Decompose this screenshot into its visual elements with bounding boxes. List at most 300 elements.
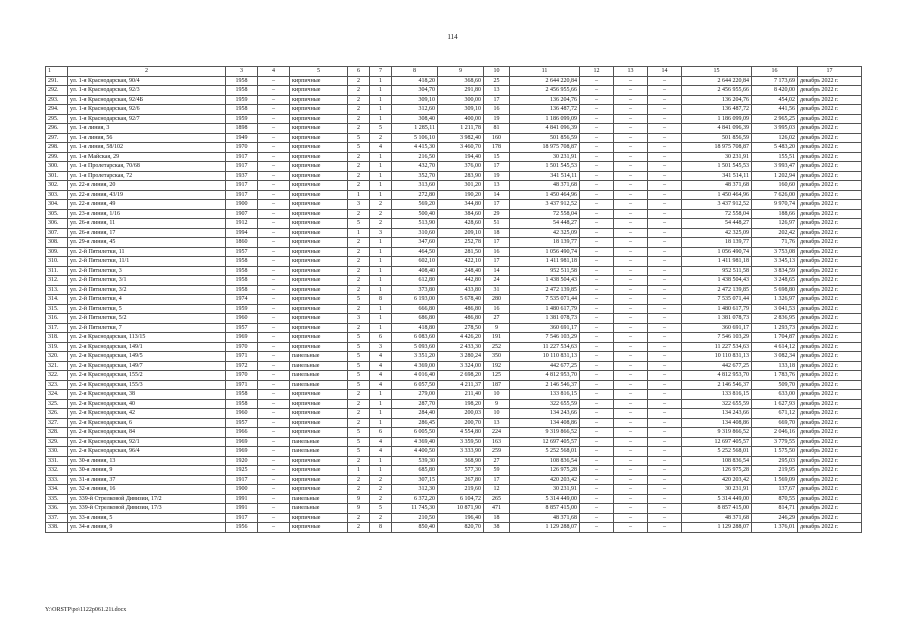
table-cell: 2 433,30 bbox=[438, 342, 484, 352]
table-cell: ул. 2-й Пятилетки, 3/2 bbox=[68, 285, 226, 295]
table-cell: – bbox=[648, 371, 682, 381]
table-cell: 360 691,17 bbox=[510, 323, 580, 333]
table-cell: 18 975 708,87 bbox=[682, 143, 752, 153]
table-cell: 3 982,40 bbox=[438, 133, 484, 143]
page-number: 114 bbox=[447, 33, 458, 41]
table-cell: 433,80 bbox=[438, 285, 484, 295]
table-row bbox=[46, 76, 862, 86]
table-cell: 500,40 bbox=[392, 209, 438, 219]
table-cell: – bbox=[580, 304, 614, 314]
table-cell: 2 bbox=[348, 475, 370, 485]
table-cell: – bbox=[614, 361, 648, 371]
table-cell: – bbox=[614, 428, 648, 438]
table-cell: – bbox=[614, 285, 648, 295]
table-cell: панельные bbox=[290, 361, 348, 371]
table-cell: 1971 bbox=[226, 380, 258, 390]
table-cell: 5 483,20 bbox=[752, 143, 798, 153]
table-cell: 3 bbox=[370, 342, 392, 352]
table-cell: – bbox=[258, 228, 290, 238]
table-cell: 48 371,68 bbox=[510, 513, 580, 523]
table-row bbox=[46, 276, 862, 286]
table-cell: 298. bbox=[46, 143, 68, 153]
table-cell: 1949 bbox=[226, 133, 258, 143]
table-cell: 332. bbox=[46, 466, 68, 476]
table-cell: 7 546 103,29 bbox=[510, 333, 580, 343]
table-row bbox=[46, 304, 862, 314]
table-cell: – bbox=[648, 447, 682, 457]
table-cell: панельные bbox=[290, 494, 348, 504]
table-cell: 1 bbox=[370, 257, 392, 267]
table-cell: 442 677,25 bbox=[510, 361, 580, 371]
table-cell: 308,40 bbox=[392, 114, 438, 124]
table-cell: – bbox=[580, 418, 614, 428]
table-cell: 296. bbox=[46, 124, 68, 134]
table-cell: 30 231,91 bbox=[682, 152, 752, 162]
table-cell: ул. 1-я Краснодарская, 92/4Б bbox=[68, 95, 226, 105]
table-cell: 317. bbox=[46, 323, 68, 333]
footer-file-path: Y:\ORSTP\po\1122p061.21i.docx bbox=[45, 607, 127, 613]
table-cell: – bbox=[580, 143, 614, 153]
table-cell: ул. 1-я Майская, 29 bbox=[68, 152, 226, 162]
table-cell: ул. 2-я Краснодарская, 38 bbox=[68, 390, 226, 400]
table-cell: 246,29 bbox=[752, 513, 798, 523]
table-cell: 1920 bbox=[226, 456, 258, 466]
table-cell: 308. bbox=[46, 238, 68, 248]
table-cell: 486,80 bbox=[438, 304, 484, 314]
table-cell: 1 bbox=[348, 466, 370, 476]
table-cell: 952 511,58 bbox=[682, 266, 752, 276]
table-cell: 3 437 912,52 bbox=[510, 200, 580, 210]
table-cell: – bbox=[580, 257, 614, 267]
table-cell: 1917 bbox=[226, 513, 258, 523]
table-cell: 1994 bbox=[226, 228, 258, 238]
table-cell: 9 319 866,52 bbox=[682, 428, 752, 438]
table-cell: 2 bbox=[370, 494, 392, 504]
register-table bbox=[45, 66, 862, 533]
table-cell: – bbox=[614, 219, 648, 229]
table-cell: – bbox=[614, 333, 648, 343]
table-cell: 1 129 288,07 bbox=[510, 523, 580, 533]
table-cell: декабрь 2022 г. bbox=[798, 162, 862, 172]
table-cell: 5 678,40 bbox=[438, 295, 484, 305]
table-cell: кирпичные bbox=[290, 133, 348, 143]
table-cell: 2 bbox=[348, 485, 370, 495]
table-cell: кирпичные bbox=[290, 76, 348, 86]
table-cell: – bbox=[258, 200, 290, 210]
table-cell: – bbox=[258, 361, 290, 371]
table-cell: 59 bbox=[484, 466, 510, 476]
table-cell: 1957 bbox=[226, 323, 258, 333]
table-cell: 9 bbox=[348, 494, 370, 504]
table-cell: – bbox=[614, 190, 648, 200]
table-cell: 310,60 bbox=[392, 228, 438, 238]
table-cell: 13 bbox=[484, 418, 510, 428]
table-cell: кирпичные bbox=[290, 285, 348, 295]
table-cell: ул. 1-я линия, 56 bbox=[68, 133, 226, 143]
table-cell: декабрь 2022 г. bbox=[798, 133, 862, 143]
table-cell: 1 411 981,18 bbox=[510, 257, 580, 267]
table-row bbox=[46, 314, 862, 324]
table-cell: – bbox=[614, 418, 648, 428]
table-cell: – bbox=[614, 181, 648, 191]
table-cell: 327. bbox=[46, 418, 68, 428]
table-cell: 1 bbox=[370, 95, 392, 105]
table-cell: 2 472 139,85 bbox=[510, 285, 580, 295]
table-cell: 952 511,58 bbox=[510, 266, 580, 276]
table-cell: кирпичные bbox=[290, 475, 348, 485]
table-cell: 4 400,50 bbox=[392, 447, 438, 457]
table-cell: 272,80 bbox=[392, 190, 438, 200]
table-cell: 1 569,09 bbox=[752, 475, 798, 485]
table-cell: кирпичные bbox=[290, 190, 348, 200]
table-cell: – bbox=[614, 399, 648, 409]
table-cell: 6 372,20 bbox=[392, 494, 438, 504]
table-cell: декабрь 2022 г. bbox=[798, 380, 862, 390]
table-cell: кирпичные bbox=[290, 219, 348, 229]
table-cell: – bbox=[580, 219, 614, 229]
table-row bbox=[46, 475, 862, 485]
table-cell: – bbox=[648, 86, 682, 96]
table-cell: 4 bbox=[370, 437, 392, 447]
table-cell: 17 bbox=[484, 475, 510, 485]
table-cell: 310. bbox=[46, 257, 68, 267]
table-cell: – bbox=[648, 485, 682, 495]
table-cell: 442,80 bbox=[438, 276, 484, 286]
table-cell: панельные bbox=[290, 437, 348, 447]
table-cell: – bbox=[258, 371, 290, 381]
table-cell: 509,70 bbox=[752, 380, 798, 390]
table-cell: 209,10 bbox=[438, 228, 484, 238]
table-cell: панельные bbox=[290, 380, 348, 390]
table-cell: 1 381 078,73 bbox=[510, 314, 580, 324]
table-cell: – bbox=[614, 456, 648, 466]
table-cell: ул. 2-я Краснодарская, 113/15 bbox=[68, 333, 226, 343]
column-header: 13 bbox=[614, 67, 648, 77]
table-cell: 1970 bbox=[226, 143, 258, 153]
column-header: 15 bbox=[682, 67, 752, 77]
table-row bbox=[46, 105, 862, 115]
table-cell: 2 046,16 bbox=[752, 428, 798, 438]
table-cell: – bbox=[580, 447, 614, 457]
table-cell: 319. bbox=[46, 342, 68, 352]
table-cell: – bbox=[258, 466, 290, 476]
table-cell: – bbox=[258, 390, 290, 400]
table-cell: 1 285,11 bbox=[392, 124, 438, 134]
table-cell: кирпичные bbox=[290, 466, 348, 476]
table-cell: 4 016,40 bbox=[392, 371, 438, 381]
table-cell: – bbox=[614, 409, 648, 419]
table-cell: ул. 26-я линия, 11 bbox=[68, 219, 226, 229]
table-cell: 1970 bbox=[226, 371, 258, 381]
table-cell: 292. bbox=[46, 86, 68, 96]
table-cell: 16 bbox=[484, 304, 510, 314]
table-cell: 870,55 bbox=[752, 494, 798, 504]
table-cell: 313. bbox=[46, 285, 68, 295]
table-row bbox=[46, 266, 862, 276]
table-cell: 814,71 bbox=[752, 504, 798, 514]
table-cell: – bbox=[580, 209, 614, 219]
table-cell: 8 bbox=[370, 295, 392, 305]
table-cell: 17 bbox=[484, 162, 510, 172]
table-cell: 286,45 bbox=[392, 418, 438, 428]
table-cell: 300. bbox=[46, 162, 68, 172]
table-cell: декабрь 2022 г. bbox=[798, 361, 862, 371]
table-cell: ул. 2-й Пятилетки, 3 bbox=[68, 266, 226, 276]
table-cell: 11 227 534,63 bbox=[510, 342, 580, 352]
table-cell: 211,40 bbox=[438, 390, 484, 400]
table-cell: 136 487,72 bbox=[682, 105, 752, 115]
table-cell: – bbox=[648, 418, 682, 428]
table-cell: 155,51 bbox=[752, 152, 798, 162]
table-cell: 420 203,42 bbox=[682, 475, 752, 485]
table-cell: – bbox=[258, 143, 290, 153]
table-cell: 12 697 405,57 bbox=[510, 437, 580, 447]
table-cell: кирпичные bbox=[290, 114, 348, 124]
table-cell: – bbox=[258, 295, 290, 305]
table-cell: – bbox=[648, 95, 682, 105]
table-cell: декабрь 2022 г. bbox=[798, 437, 862, 447]
table-row bbox=[46, 95, 862, 105]
table-cell: 331. bbox=[46, 456, 68, 466]
table-cell: 17 bbox=[484, 95, 510, 105]
table-cell: 1 056 490,74 bbox=[510, 247, 580, 257]
table-cell: 338. bbox=[46, 523, 68, 533]
table-cell: – bbox=[580, 181, 614, 191]
table-cell: панельные bbox=[290, 371, 348, 381]
table-cell: – bbox=[258, 247, 290, 257]
table-cell: – bbox=[258, 456, 290, 466]
column-header: 4 bbox=[258, 67, 290, 77]
table-cell: – bbox=[648, 181, 682, 191]
table-cell: кирпичные bbox=[290, 95, 348, 105]
table-cell: – bbox=[648, 513, 682, 523]
table-cell: – bbox=[580, 247, 614, 257]
table-cell: – bbox=[258, 352, 290, 362]
table-cell: 1 202,94 bbox=[752, 171, 798, 181]
table-cell: – bbox=[614, 114, 648, 124]
table-cell: 6 057,50 bbox=[392, 380, 438, 390]
table-cell: 252 bbox=[484, 342, 510, 352]
table-cell: 301,20 bbox=[438, 181, 484, 191]
table-cell: 8 857 415,00 bbox=[682, 504, 752, 514]
table-cell: 1960 bbox=[226, 409, 258, 419]
table-cell: панельные bbox=[290, 504, 348, 514]
table-cell: 133 816,15 bbox=[682, 390, 752, 400]
table-row bbox=[46, 513, 862, 523]
table-cell: ул. 26-я линия, 17 bbox=[68, 228, 226, 238]
table-cell: – bbox=[258, 485, 290, 495]
table-cell: 51 bbox=[484, 219, 510, 229]
table-cell: – bbox=[614, 105, 648, 115]
table-cell: – bbox=[614, 171, 648, 181]
table-cell: – bbox=[258, 342, 290, 352]
table-cell: 1958 bbox=[226, 266, 258, 276]
table-cell: 420 203,42 bbox=[510, 475, 580, 485]
table-cell: 2 bbox=[348, 304, 370, 314]
table-cell: ул. 2-я Краснодарская, 42 bbox=[68, 409, 226, 419]
table-cell: декабрь 2022 г. bbox=[798, 428, 862, 438]
table-cell: – bbox=[258, 304, 290, 314]
table-cell: 1 bbox=[370, 409, 392, 419]
table-cell: кирпичные bbox=[290, 181, 348, 191]
table-row bbox=[46, 352, 862, 362]
table-cell: 1 bbox=[370, 390, 392, 400]
table-cell: – bbox=[648, 494, 682, 504]
table-cell: 1917 bbox=[226, 475, 258, 485]
table-cell: – bbox=[258, 257, 290, 267]
table-cell: 17 bbox=[484, 257, 510, 267]
table-cell: декабрь 2022 г. bbox=[798, 409, 862, 419]
table-cell: 442 677,25 bbox=[682, 361, 752, 371]
table-cell: – bbox=[648, 266, 682, 276]
table-cell: – bbox=[648, 257, 682, 267]
table-cell: кирпичные bbox=[290, 409, 348, 419]
table-cell: 163 bbox=[484, 437, 510, 447]
table-cell: – bbox=[580, 390, 614, 400]
table-cell: 464,50 bbox=[392, 247, 438, 257]
table-cell: 1969 bbox=[226, 333, 258, 343]
table-cell: кирпичные bbox=[290, 295, 348, 305]
table-cell: 219,95 bbox=[752, 466, 798, 476]
table-cell: декабрь 2022 г. bbox=[798, 95, 862, 105]
table-cell: декабрь 2022 г. bbox=[798, 105, 862, 115]
table-cell: 5 bbox=[348, 143, 370, 153]
table-cell: 6 193,00 bbox=[392, 295, 438, 305]
table-cell: – bbox=[614, 247, 648, 257]
table-cell: 2 146 546,37 bbox=[510, 380, 580, 390]
table-cell: 322. bbox=[46, 371, 68, 381]
table-cell: – bbox=[614, 266, 648, 276]
table-row bbox=[46, 494, 862, 504]
table-cell: 126,97 bbox=[752, 219, 798, 229]
table-cell: 54 448,27 bbox=[510, 219, 580, 229]
table-cell: 300,00 bbox=[438, 95, 484, 105]
table-cell: 1 bbox=[370, 285, 392, 295]
table-cell: кирпичные bbox=[290, 228, 348, 238]
table-cell: кирпичные bbox=[290, 209, 348, 219]
table-cell: 72 558,04 bbox=[510, 209, 580, 219]
table-cell: ул. 2-й Пятилетки, 7 bbox=[68, 323, 226, 333]
table-cell: ул. 34-я линия, 9 bbox=[68, 523, 226, 533]
table-cell: 315. bbox=[46, 304, 68, 314]
table-row bbox=[46, 409, 862, 419]
table-cell: 4 841 096,39 bbox=[510, 124, 580, 134]
table-cell: декабрь 2022 г. bbox=[798, 266, 862, 276]
table-cell: 1 480 617,79 bbox=[682, 304, 752, 314]
table-cell: 1 129 288,07 bbox=[682, 523, 752, 533]
table-cell: – bbox=[648, 285, 682, 295]
table-cell: – bbox=[258, 513, 290, 523]
table-cell: ул. 2-я Краснодарская, 149/5 bbox=[68, 352, 226, 362]
table-cell: ул. 2-я Краснодарская, 6 bbox=[68, 418, 226, 428]
table-cell: кирпичные bbox=[290, 124, 348, 134]
table-cell: 1991 bbox=[226, 504, 258, 514]
table-cell: – bbox=[614, 513, 648, 523]
table-cell: 5 bbox=[348, 333, 370, 343]
table-cell: – bbox=[614, 295, 648, 305]
table-row bbox=[46, 333, 862, 343]
table-cell: 3 993,47 bbox=[752, 162, 798, 172]
table-cell: 3 324,00 bbox=[438, 361, 484, 371]
table-row bbox=[46, 504, 862, 514]
table-cell: 612,80 bbox=[392, 276, 438, 286]
table-cell: кирпичные bbox=[290, 304, 348, 314]
table-cell: 441,56 bbox=[752, 105, 798, 115]
table-cell: 136 487,72 bbox=[510, 105, 580, 115]
table-cell: – bbox=[580, 380, 614, 390]
table-cell: 9 bbox=[484, 399, 510, 409]
table-cell: 4 bbox=[370, 361, 392, 371]
table-cell: – bbox=[648, 152, 682, 162]
table-cell: – bbox=[258, 152, 290, 162]
table-cell: – bbox=[258, 276, 290, 286]
table-cell: 312. bbox=[46, 276, 68, 286]
table-cell: 2 bbox=[348, 124, 370, 134]
table-cell: 3 bbox=[370, 228, 392, 238]
table-cell: 6 bbox=[370, 428, 392, 438]
table-cell: ул. 2-я Краснодарская, 155/3 bbox=[68, 380, 226, 390]
table-cell: кирпичные bbox=[290, 171, 348, 181]
table-cell: – bbox=[580, 152, 614, 162]
table-cell: 1917 bbox=[226, 181, 258, 191]
table-cell: декабрь 2022 г. bbox=[798, 181, 862, 191]
table-cell: – bbox=[258, 238, 290, 248]
table-cell: декабрь 2022 г. bbox=[798, 295, 862, 305]
table-cell: 1860 bbox=[226, 238, 258, 248]
table-cell: 669,70 bbox=[752, 418, 798, 428]
table-cell: 1917 bbox=[226, 152, 258, 162]
table-cell: 14 bbox=[484, 266, 510, 276]
table-cell: – bbox=[580, 399, 614, 409]
table-cell: – bbox=[258, 133, 290, 143]
table-cell: декабрь 2022 г. bbox=[798, 494, 862, 504]
table-row bbox=[46, 86, 862, 96]
table-cell: 4 bbox=[370, 380, 392, 390]
table-cell: 320. bbox=[46, 352, 68, 362]
table-cell: 4 812 953,70 bbox=[682, 371, 752, 381]
table-cell: 178 bbox=[484, 143, 510, 153]
table-cell: 1 501 545,53 bbox=[510, 162, 580, 172]
table-cell: 24 bbox=[484, 276, 510, 286]
table-cell: 3 333,90 bbox=[438, 447, 484, 457]
table-cell: 42 325,09 bbox=[510, 228, 580, 238]
column-header: 16 bbox=[752, 67, 798, 77]
table-cell: 3 995,03 bbox=[752, 124, 798, 134]
table-cell: 1 bbox=[348, 228, 370, 238]
table-cell: 1 480 617,79 bbox=[510, 304, 580, 314]
table-cell: – bbox=[258, 504, 290, 514]
table-cell: 486,80 bbox=[438, 314, 484, 324]
table-cell: 297. bbox=[46, 133, 68, 143]
table-cell: – bbox=[648, 228, 682, 238]
column-header: 6 bbox=[348, 67, 370, 77]
table-cell: декабрь 2022 г. bbox=[798, 390, 862, 400]
table-cell: – bbox=[648, 475, 682, 485]
table-cell: кирпичные bbox=[290, 428, 348, 438]
table-row bbox=[46, 209, 862, 219]
table-cell: 2 644 220,84 bbox=[510, 76, 580, 86]
table-cell: кирпичные bbox=[290, 162, 348, 172]
table-cell: – bbox=[648, 342, 682, 352]
table-cell: декабрь 2022 г. bbox=[798, 257, 862, 267]
table-cell: 341 514,11 bbox=[510, 171, 580, 181]
table-cell: ул. 31-я линия, 37 bbox=[68, 475, 226, 485]
table-cell: ул. 1-я Пролетарская, 70/68 bbox=[68, 162, 226, 172]
table-cell: 18 bbox=[484, 513, 510, 523]
table-cell: – bbox=[614, 485, 648, 495]
table-cell: декабрь 2022 г. bbox=[798, 124, 862, 134]
table-cell: 1958 bbox=[226, 399, 258, 409]
